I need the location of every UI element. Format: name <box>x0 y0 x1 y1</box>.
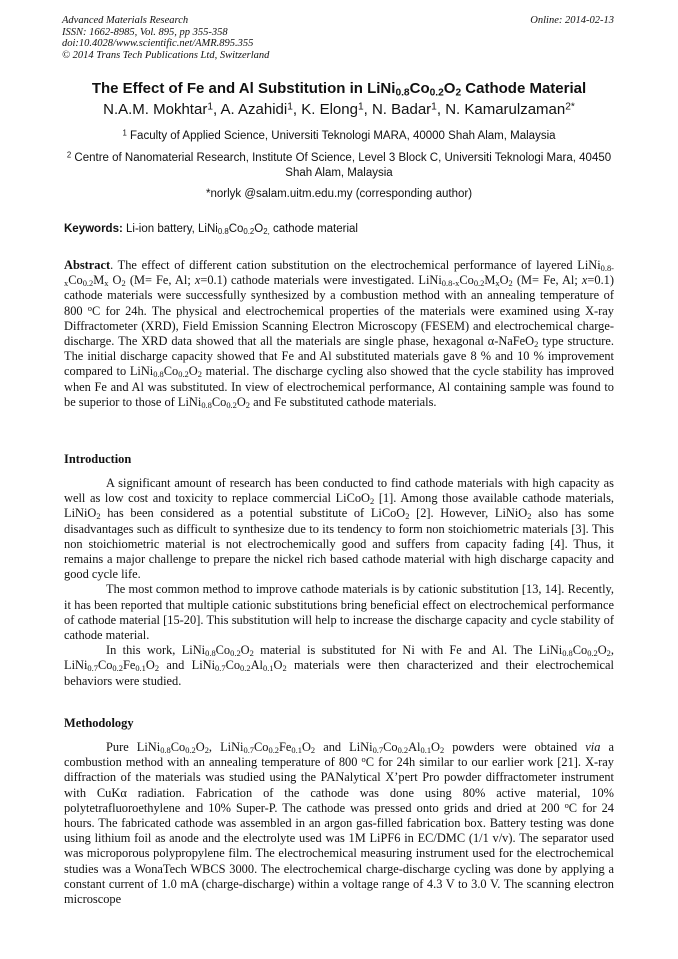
issn-line: ISSN: 1662-8985, Vol. 895, pp 355-358 <box>62 26 228 38</box>
author-list: N.A.M. Mokhtar$^1$, A. Azahidi$^1$, K. Elong$^1$, N. Badar$^1$, N. Kamarulzaman$^{2*}$ <box>103 101 575 118</box>
online-date: Online: 2014-02-13 <box>530 15 614 26</box>
doi-line[interactable]: doi:10.4028/www.scientific.net/AMR.895.355 <box>62 38 254 50</box>
journal-header <box>62 15 614 61</box>
copyright-line: © 2014 Trans Tech Publications Ltd, Switzerland <box>62 49 270 61</box>
introduction-body <box>64 476 614 689</box>
methodology-heading: Methodology <box>64 716 134 730</box>
corresponding-email[interactable]: *norlyk @salam.uitm.edu.my (corresponding author) <box>205 188 473 200</box>
keywords-label: Keywords: <box>64 223 123 235</box>
author: N. Kamarulzaman <box>445 101 566 118</box>
keywords-line: Keywords: Li-ion battery, $LiNi_{0.8}Co_{0.2}O_{2,}$ cathode material <box>64 223 358 236</box>
intro-paragraph-2: The most common method to improve cathode materials is by cationic substitution [13, 14]. Recently, it has been reported that multiple cationic substitutions bring beneficial effect on electrochemical performance of cathode material [15-20]. This substitution will help to increase the discharge capacity and cycle stability of cathode material. <box>64 582 614 643</box>
methodology-paragraph: Pure $LiNi_{0.8}Co_{0.2}O_2$, $LiNi_{0.7}Co_{0.2}Fe_{0.1}O_2$ and $LiNi_{0.7}Co_{0.2}Al_{0.1}O_2$ powders were obtained via a combustion method with an annealing temperature of 800 $^o$C for 24h similar to our earlier work [21]. X-ray diffraction of the materials was studied using the PANalytical X’pert Pro powder diffractometer instrument with CuKα radiation. Fabrication of the cathode was done using 80% active material, 10% polytetrafluoroethylene and 10% Super-P. The cathode was pressed onto grids and dried at 200 $^o$C for 24 hours. The fabricated cathode was assembled in an argon gas-filled fabrication box. Battery testing was done using lithium foil as anode and the electrolyte used was 1M LiPF6 in EC/DMC (1/1 v/v). The separator used was microporous polypropylene film. The electrochemical measuring instrument used for the electrochemical studies was a WonaTech WBCS 3000. The electrochemical charge-discharge cycling was done by applying a constant current of 1.0 mA (charge-discharge) within a voltage range of 4.3 V to 3.0 V. The scanning electron microscope <box>64 740 615 907</box>
paper-title: The Effect of Fe and Al Substitution in $LiNi_{0.8}Co_{0.2}O_2$ Cathode Material <box>91 80 587 99</box>
affiliation-1: $^1$ Faculty of Applied Science, Universiti Teknologi MARA, 40000 Shah Alam, Malaysia <box>122 128 556 142</box>
journal-name: Advanced Materials Research <box>62 15 189 26</box>
intro-paragraph-3: In this work, $LiNi_{0.8}Co_{0.2}O_2$ material is substituted for Ni with Fe and Al. The $LiNi_{0.8}Co_{0.2}O_2$, $LiNi_{0.7}Co_{0.2}Fe_{0.1}O_2$ and $LiNi_{0.7}Co_{0.2}Al_{0.1}O_2$ materials were then characterized and their electrochemical behaviors were studied. <box>64 643 614 688</box>
author: N. Badar <box>371 101 432 118</box>
intro-paragraph-1: A significant amount of research has been conducted to find cathode materials with high capacity as well as low cost and toxicity to replace commercial LiCoO$_2$ [1]. Among those available cathode materials, LiNiO$_2$ has been considered as a potential substitute of LiCoO$_2$ [2]. However, LiNiO$_2$ also has some disadvantages such as difficult to synthesize due to its tendency to form non stoichiometric materials [3]. This non stoichiometric material is not electrochemically good and suffers from capacity fading [4]. Thus, it remains a major challenge to prepare the nickel rich based cathode material with high discharge capacity and good cycle life. <box>64 476 614 582</box>
abstract-label: Abstract <box>64 258 111 272</box>
introduction-heading: Introduction <box>64 452 132 466</box>
methodology-body <box>64 740 614 907</box>
author: A. Azahidi <box>220 101 288 118</box>
abstract-paragraph: Abstract. The effect of different cation substitution on the electrochemical performance of layered $LiNi_{0.8-x}Co_{0.2}M_x$ $O_2$ (M= Fe, Al; x=0.1) cathode materials were investigated. $LiNi_{0.8-x}Co_{0.2}M_xO_2$ (M= Fe, Al; x=0.1) cathode materials were successfully synthesized by a combustion method with an annealing temperature of 800 $^o$C for 24h. The physical and electrochemical properties of the materials were examined using X-ray Diffractometer (XRD), Field Emission Scanning Electron Microscopy (FESEM) and electrochemical charge-discharge. The XRD data showed that all the materials are single phase, hexagonal α-NaFeO$_2$ type structure. The initial discharge capacity showed that Fe and Al substituted materials gave 8 % and 10 % improvement compared to $LiNi_{0.8}Co_{0.2}O_2$ material. The discharge cycling also showed that the cycle stability has improved when Fe and Al was substituted. In view of electrochemical performance, Al containing sample was found to be superior to those of $LiNi_{0.8}Co_{0.2}O_2$ and Fe substituted cathode materials. <box>64 258 615 410</box>
affiliation-2: $^2$ Centre of Nanomaterial Research, Institute Of Science, Level 3 Block C, Universiti Teknologi Mara, 40450 Shah Alam, Malaysia <box>66 150 612 179</box>
author: K. Elong <box>301 101 358 118</box>
author: N.A.M. Mokhtar <box>103 101 208 118</box>
